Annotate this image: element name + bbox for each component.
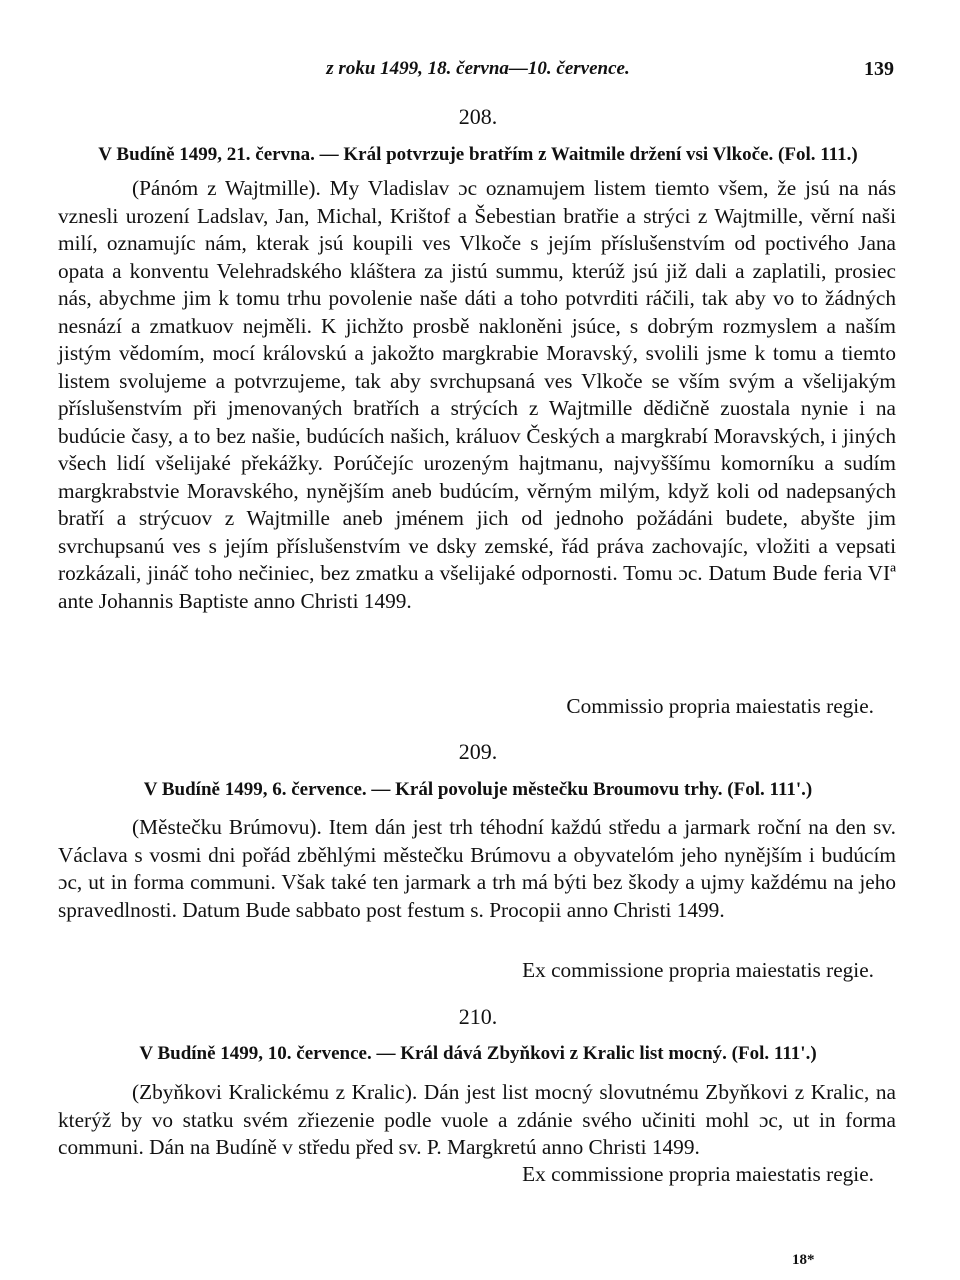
entry-text-210: (Zbyňkovi Kralickému z Kralic). Dán jest list mocný slovutnému Zbyňkovi z Kralic, na kterýž by vo statku svém zřiezenie podle vuole a zdánie svého učiniti mohl ɔc, ut in forma communi. Dán na Budíně v středu před sv. P. Margkretú anno Christi 1499. <box>58 1080 896 1159</box>
entry-regest-209: V Budíně 1499, 6. července. — Král povoluje městečku Broumovu trhy. (Fol. 111'.) <box>143 779 813 800</box>
entry-subscription-210: Ex commissione propria maiestatis regie. <box>522 1162 874 1186</box>
entry-text-209: (Městečku Brúmovu). Item dán jest trh téhodní každú středu a jarmark roční na den sv. Václava s vosmi dni pořád zběhlými městečku Brúmovu a obyvatelóm jeho nynějším i budúcím ɔc, ut in forma communi. Však také ten jarmark a trh má býti bez škody a ujmy každému na jeho spravedlnosti. Datum Bude sabbato post festum s. Procopii anno Christi 1499. <box>58 815 896 922</box>
entry-number-209: 209. <box>458 739 498 764</box>
entry-text-208: (Pánóm z Wajtmille). My Vladislav ɔc oznamujem listem tiemto všem, že jsú na nás vznesli urození Ladslav, Jan, Michal, Krištof a Šebestian bratřie a strýci z Wajtmille, věrní naši milí, oznamujíc nám, kterak jsú koupili ves Vlkoče s jejím příslušenstvím od poctivého Jana opata a konventu Velehradského kláštera za jistú summu, kterúž jsú již dali a zaplatili, prosiec nás, abychme jim k tomu trhu povolenie naše dáti a toho potvrditi ráčili, tak aby vo to žádných nesnází a zmatkuov nejměli. K jichžto prosbě nakloněni jsúce, s dobrým rozmyslem a naším jistým vědomím, mocí královskú a jakožto margkrabie Moravský, svolili jsme k tomu a tiemto listem svolujeme a potvrzujeme, tak aby svrchupsaná ves Vlkoče se vším svým a všelijakým příslušenstvím při jmenovaných bratřích a strýcích z Wajtmille dědičně zuostala nynie i na budúcie časy, a to bez našie, budúcích našich, králuov Českých a margkrabí Moravských, i jiných všech lidí všelijaké překážky. Porúčejíc urozeným hajtmanu, najvyššímu komorníku a sudím margkrabstvie Moravského, nynějším aneb budúcím, věrným milým, když koli od nadepsaných bratří a strýcuov z Wajtmille aneb jménem jich od jednoho požádáni budete, abyšte jim svrchupsanú ves s jejím příslušenstvím ve dsky zemské, řád práva zachovajíc, vložiti a vepsati rozkázali, jináč toho nečiniec, bez zmatku a všelijaké odpornosti. Tomu ɔc. Datum Bude feria VIª ante Johannis Baptiste anno Christi 1499. <box>58 176 896 613</box>
running-head <box>58 58 898 86</box>
entry-number-210: 210. <box>458 1004 498 1029</box>
entry-number-208: 208. <box>458 104 498 129</box>
entry-regest-210: V Budíně 1499, 10. července. — Král dává Zbyňkovi z Kralic list mocný. (Fol. 111'.) <box>139 1043 817 1064</box>
entry-regest-208: V Budíně 1499, 21. června. — Král potvrzuje bratřím z Waitmile držení vsi Vlkoče. (Fol. 111.) <box>98 144 858 165</box>
entry-subscription-208: Commissio propria maiestatis regie. <box>566 694 874 718</box>
running-title: z roku 1499, 18. června—10. července. <box>326 58 630 79</box>
page-number: 139 <box>864 58 894 80</box>
signature-mark: 18* <box>792 1252 815 1268</box>
entry-subscription-209: Ex commissione propria maiestatis regie. <box>522 958 874 982</box>
